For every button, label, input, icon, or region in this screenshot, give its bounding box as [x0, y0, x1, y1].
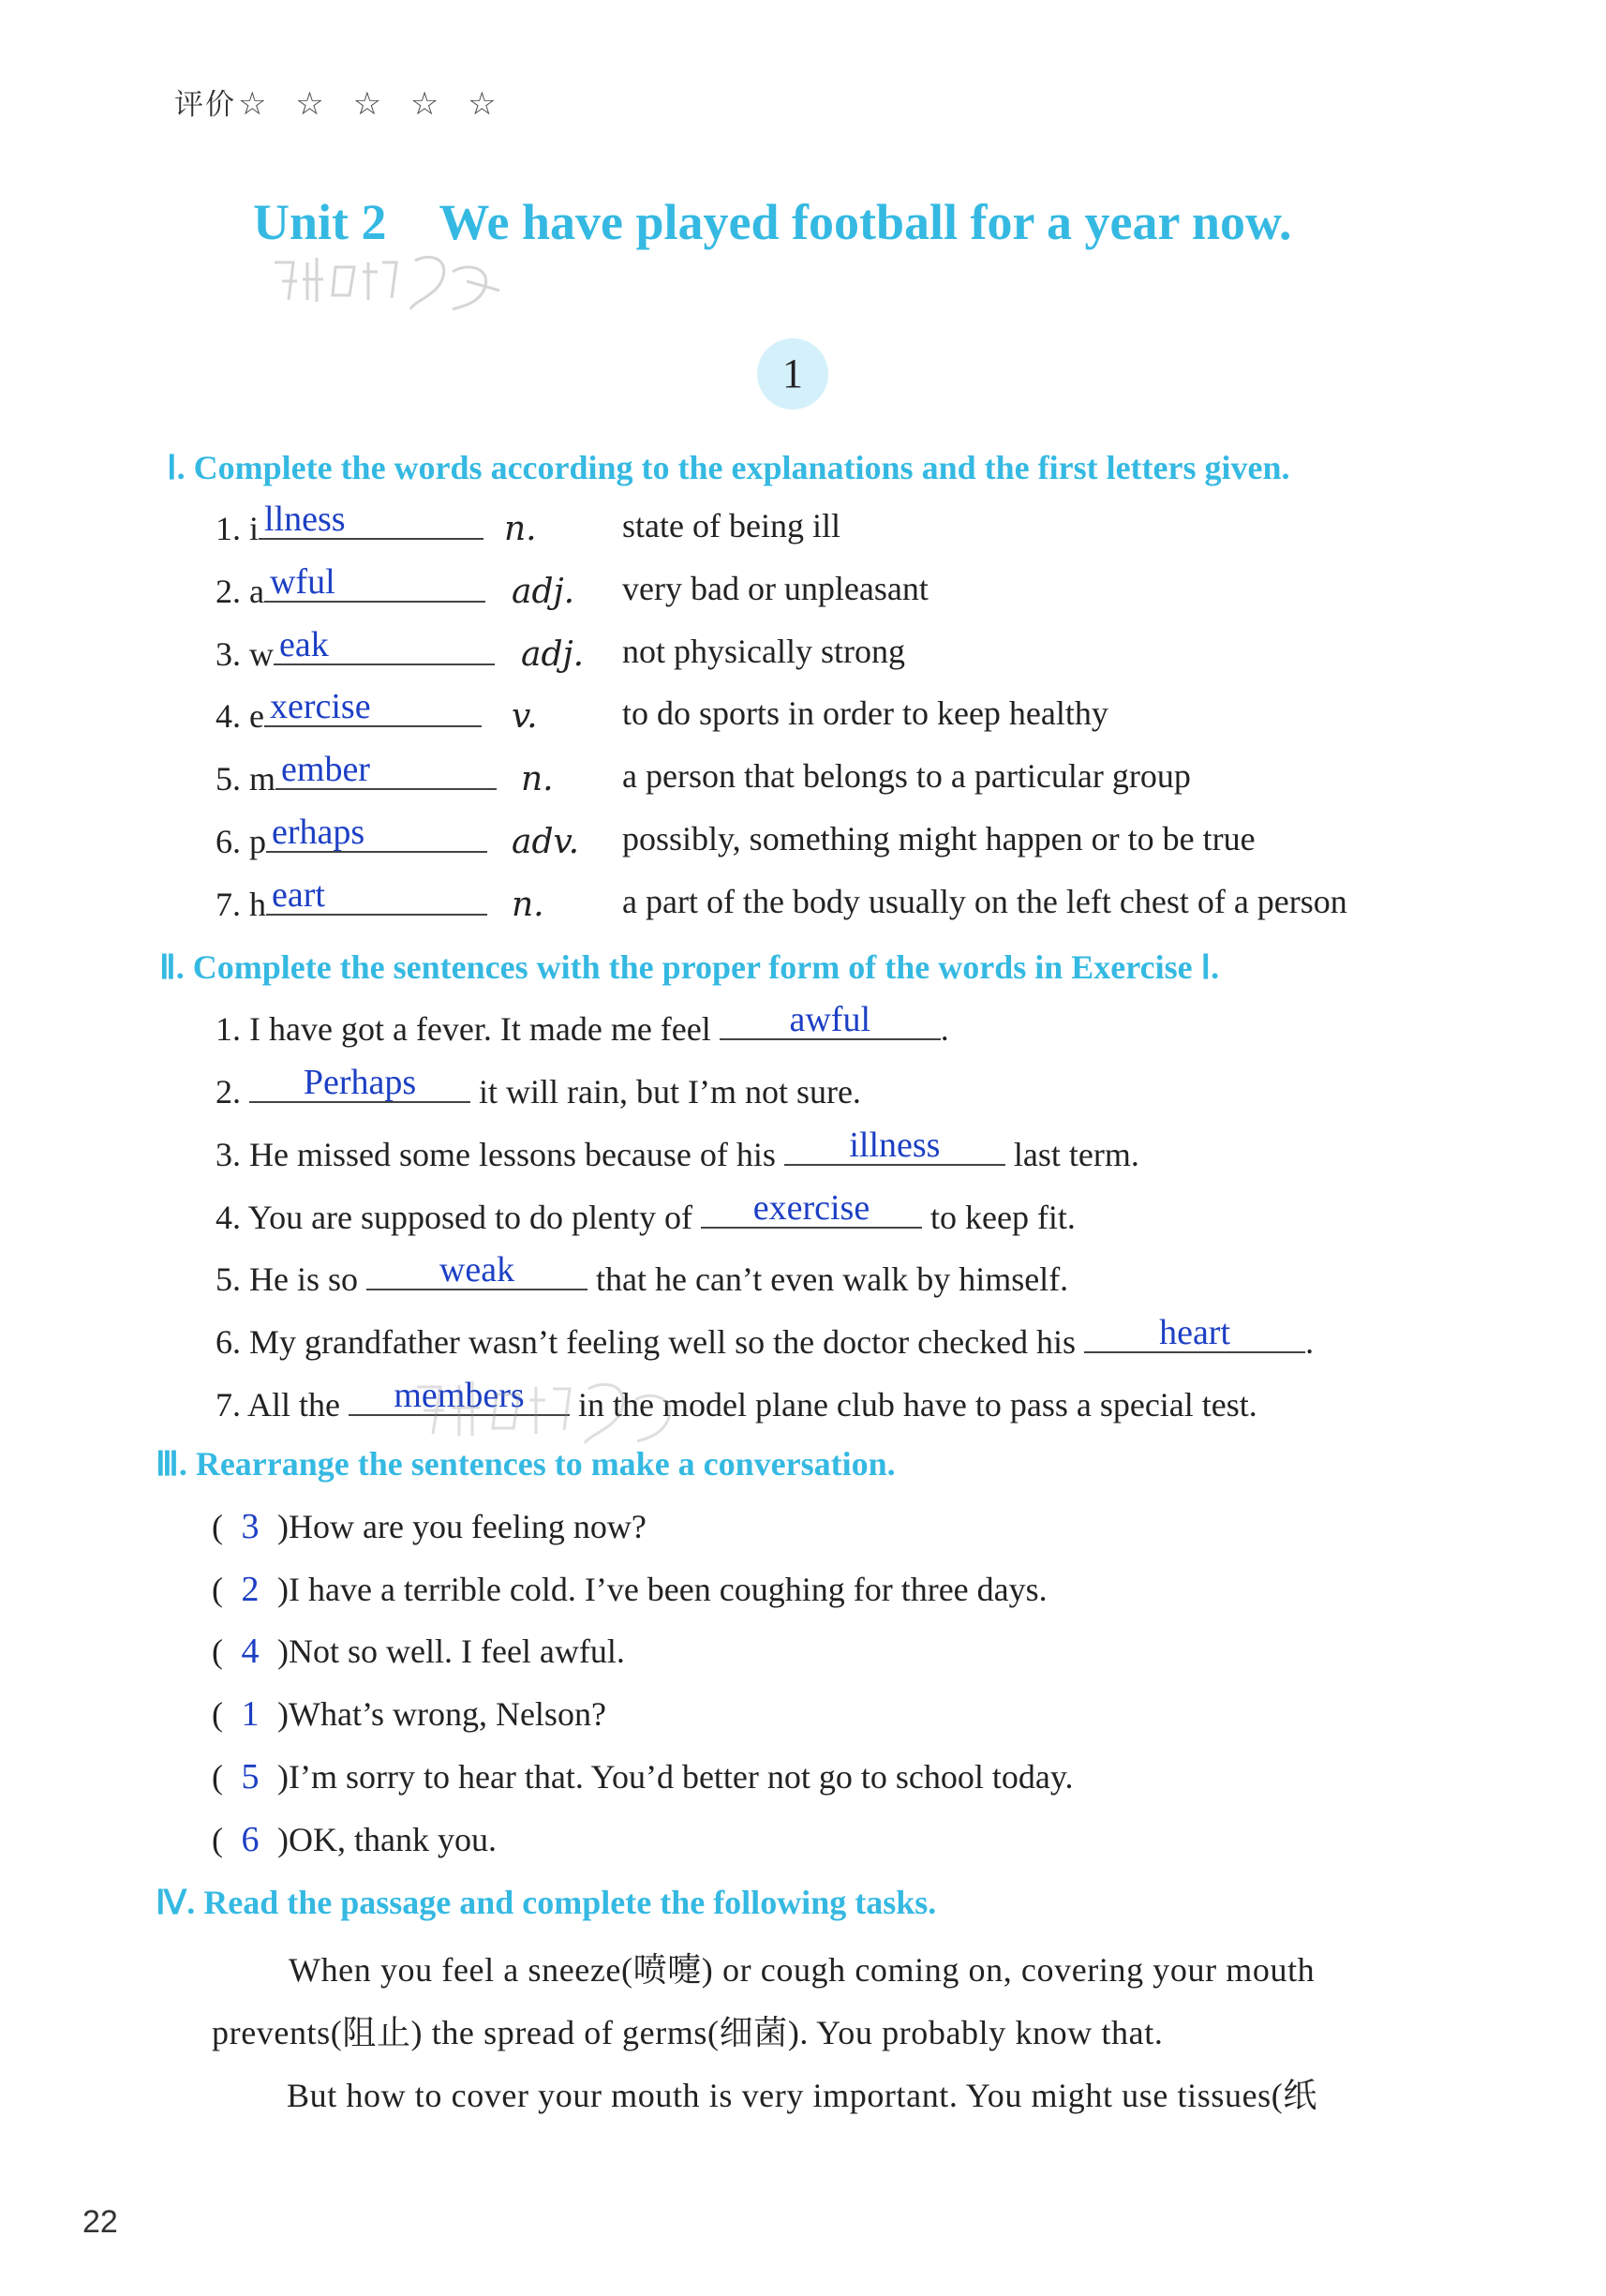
lesson-number-badge: 1: [757, 338, 828, 410]
s1-pos-2: adj.: [512, 573, 575, 611]
s1-item-7: 7. h eart: [216, 882, 487, 924]
s3-answer-2: 2: [241, 1570, 260, 1609]
s3-item-6: ( 6 )OK, thank you.: [212, 1820, 497, 1859]
s1-def-7: a part of the body usually on the left chest of a person: [622, 883, 1347, 920]
s1-def-1: state of being ill: [622, 507, 840, 544]
s1-pos-5: n.: [521, 760, 554, 798]
s1-answer-1: llness: [264, 499, 346, 539]
watermark-logo-icon: [265, 244, 528, 319]
unit-label: Unit 2: [253, 194, 387, 250]
s1-answer-7: eart: [272, 875, 325, 915]
s3-item-5: ( 5 )I’m sorry to hear that. You’d better not go to school today.: [212, 1757, 1074, 1797]
s1-pos-4: v.: [512, 697, 538, 736]
s3-item-3: ( 4 )Not so well. I feel awful.: [212, 1632, 625, 1671]
section1-heading: Ⅰ. Complete the words according to the explanations and the first letters given.: [167, 449, 1290, 486]
unit-title: [253, 193, 1292, 251]
s2-item-1: 1. I have got a fever. It made me feel awful .: [216, 1000, 949, 1048]
s1-pos-7: n.: [512, 886, 544, 924]
s1-item-1: 1. i llness: [216, 506, 483, 548]
s2-answer-3: illness: [849, 1126, 941, 1165]
s2-answer-1: awful: [789, 1000, 871, 1039]
s1-answer-3: eak: [279, 625, 329, 664]
passage-line-3: But how to cover your mouth is very important. You might use tissues(纸: [287, 2077, 1317, 2114]
s3-answer-1: 3: [241, 1507, 260, 1546]
rating-header: [174, 81, 506, 123]
section2-heading: Ⅱ. Complete the sentences with the proper form of the words in Exercise Ⅰ.: [159, 948, 1220, 986]
s1-item-2: 2. a wful: [216, 569, 485, 611]
s2-item-5: 5. He is so weak that he can’t even walk by himself.: [216, 1250, 1069, 1298]
s1-answer-4: xercise: [269, 687, 371, 726]
rating-label: 评价: [174, 88, 236, 122]
s1-def-6: possibly, something might happen or to be true: [622, 820, 1256, 857]
s1-def-2: very bad or unpleasant: [622, 570, 929, 607]
s3-item-4: ( 1 )What’s wrong, Nelson?: [212, 1694, 606, 1734]
s2-answer-6: heart: [1159, 1313, 1231, 1352]
s1-pos-1: n.: [504, 510, 537, 548]
passage-line-1: When you feel a sneeze(喷嚏) or cough coming on, covering your mouth: [289, 1951, 1316, 1989]
s1-def-5: a person that belongs to a particular group: [622, 757, 1191, 795]
s2-answer-7: members: [394, 1376, 525, 1415]
section3-heading: Ⅲ. Rearrange the sentences to make a conversation.: [156, 1445, 896, 1483]
s3-answer-4: 1: [241, 1694, 260, 1734]
s3-answer-3: 4: [241, 1632, 260, 1671]
s1-pos-6: adv.: [512, 823, 580, 861]
page-number: 22: [82, 2204, 118, 2240]
s3-answer-5: 5: [241, 1757, 260, 1797]
s1-item-5: 5. m ember: [216, 756, 497, 798]
s3-item-2: ( 2 )I have a terrible cold. I’ve been coughing for three days.: [212, 1570, 1048, 1609]
s2-answer-2: Perhaps: [303, 1063, 417, 1102]
s1-answer-6: erhaps: [272, 813, 365, 852]
s1-def-4: to do sports in order to keep healthy: [622, 694, 1108, 732]
s2-item-4: 4. You are supposed to do plenty of exercise to keep fit.: [216, 1188, 1076, 1236]
unit-title-text: We have played football for a year now.: [439, 194, 1292, 250]
s2-item-6: 6. My grandfather wasn’t feeling well so the doctor checked his heart .: [216, 1313, 1315, 1361]
s2-item-3: 3. He missed some lessons because of his illness last term.: [216, 1126, 1139, 1173]
s1-def-3: not physically strong: [622, 633, 905, 670]
section4-heading: Ⅳ. Read the passage and complete the following tasks.: [156, 1884, 937, 1921]
s2-item-7: 7. All the members in the model plane club have to pass a special test.: [216, 1376, 1257, 1424]
s3-item-1: ( 3 )How are you feeling now?: [212, 1507, 647, 1546]
s1-answer-5: ember: [281, 750, 370, 789]
s1-item-4: 4. e xercise: [216, 693, 482, 736]
s1-item-6: 6. p erhaps: [216, 819, 487, 861]
s2-item-2: 2. Perhaps it will rain, but I’m not sure.: [216, 1063, 861, 1111]
s1-answer-2: wful: [269, 562, 335, 602]
star-rating-icons: ☆ ☆ ☆ ☆ ☆: [238, 85, 506, 123]
passage-line-2: prevents(阻止) the spread of germs(细菌). You probably know that.: [212, 2014, 1164, 2051]
watermark-logo-icon-2: [403, 1368, 684, 1453]
s1-pos-3: adj.: [521, 635, 585, 674]
s1-item-3: 3. w eak: [216, 632, 495, 674]
s2-answer-4: exercise: [752, 1188, 870, 1228]
s2-answer-5: weak: [439, 1250, 515, 1290]
s3-answer-6: 6: [241, 1820, 260, 1859]
